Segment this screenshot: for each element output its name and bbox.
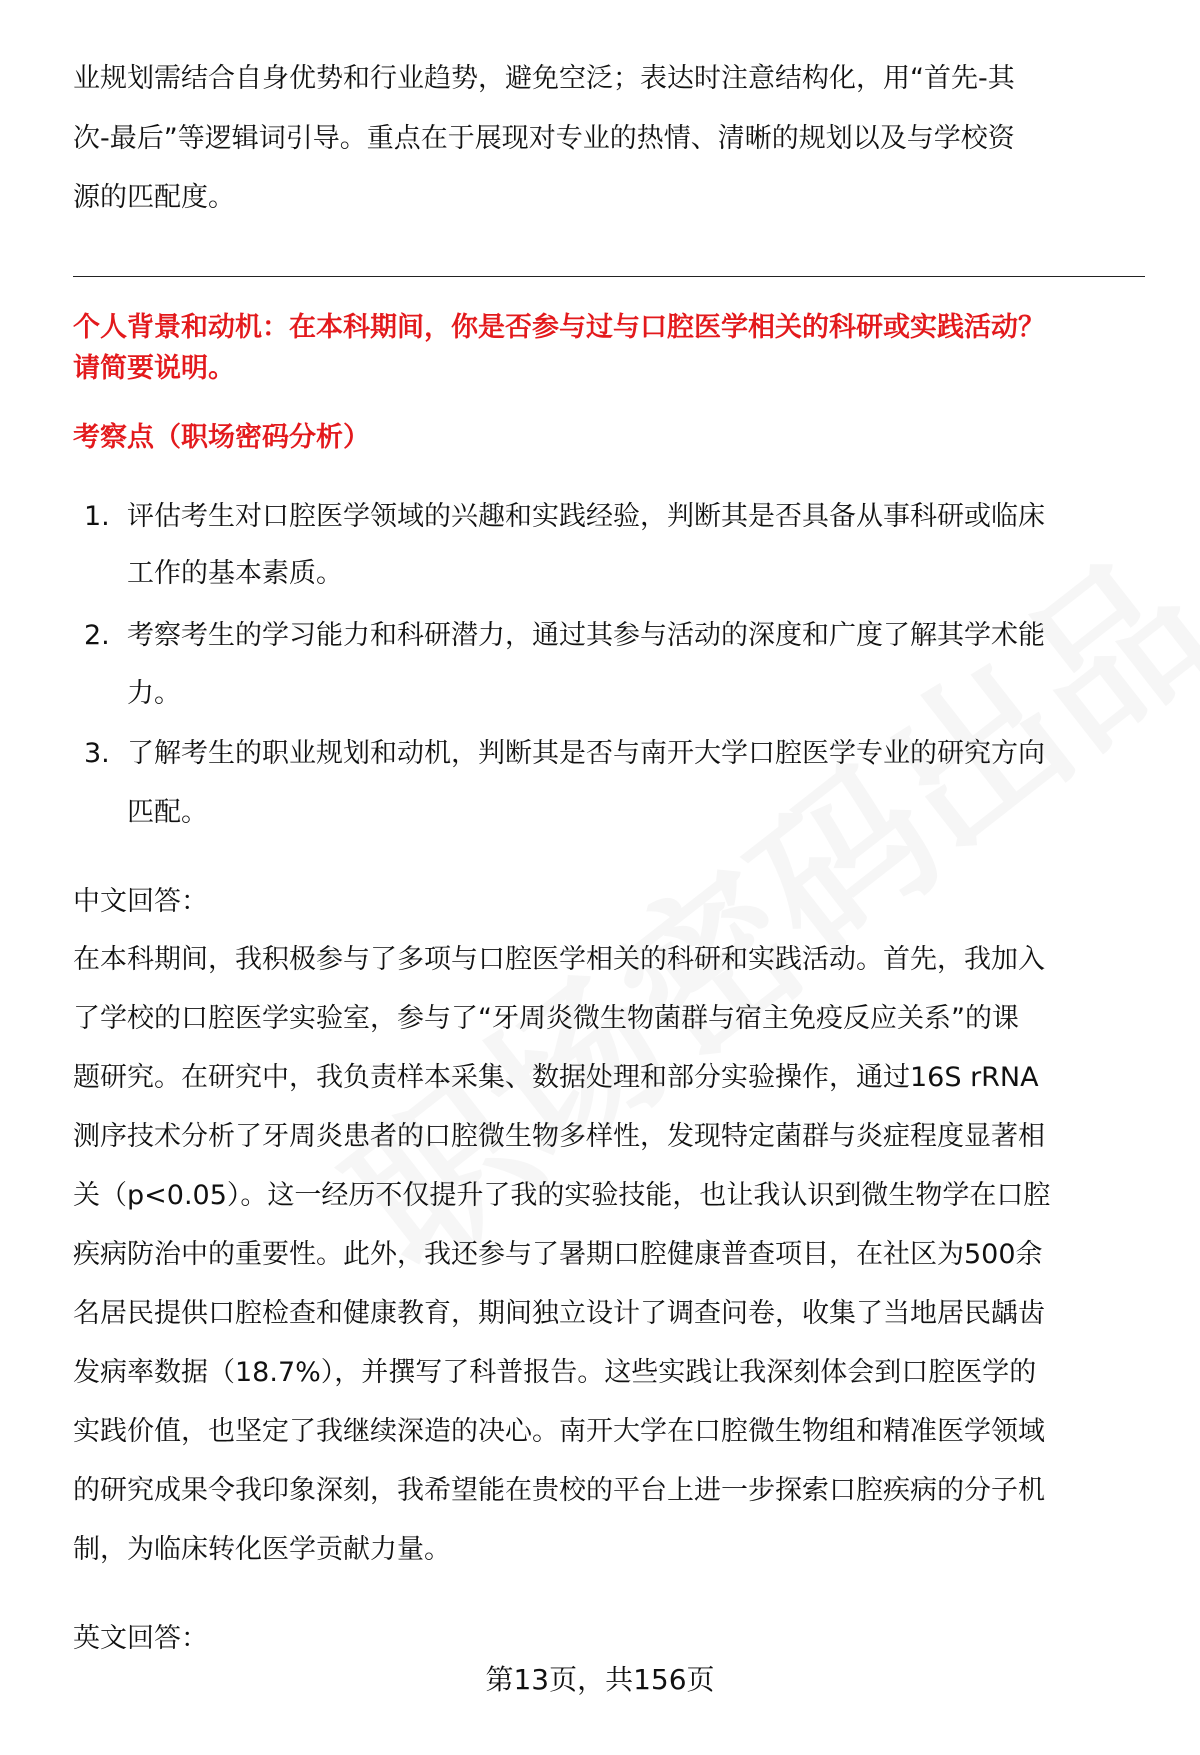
list-item-line: 评估考生对口腔医学领域的兴趣和实践经验，判断其是否具备从事科研或临床	[127, 501, 1045, 532]
answer-line: 疾病防治中的重要性。此外，我还参与了暑期口腔健康普查项目，在社区为500余	[73, 1239, 1043, 1270]
answer-line: 名居民提供口腔检查和健康教育，期间独立设计了调查问卷，收集了当地居民龋齿	[73, 1298, 1045, 1329]
answer-line: 了学校的口腔医学实验室，参与了“牙周炎微生物菌群与宿主免疫反应关系”的课	[73, 1003, 1019, 1034]
answer-line: 题研究。在研究中，我负责样本采集、数据处理和部分实验操作，通过16S rRNA	[73, 1062, 1039, 1093]
page-number-footer: 第13页，共156页	[485, 1663, 715, 1696]
list-item-line: 匹配。	[127, 797, 208, 828]
answer-line: 实践价值，也坚定了我继续深造的决心。南开大学在口腔微生物组和精准医学领域	[73, 1416, 1045, 1447]
list-number: 1.	[84, 501, 110, 532]
list-item-line: 考察考生的学习能力和科研潜力，通过其参与活动的深度和广度了解其学术能	[127, 620, 1045, 651]
answer-line: 测序技术分析了牙周炎患者的口腔微生物多样性，发现特定菌群与炎症程度显著相	[73, 1121, 1045, 1152]
list-number: 2.	[84, 620, 110, 651]
question-line: 请简要说明。	[73, 353, 235, 384]
list-item-line: 工作的基本素质。	[127, 558, 343, 589]
cn-answer-label: 中文回答：	[73, 886, 208, 917]
answer-line: 在本科期间，我积极参与了多项与口腔医学相关的科研和实践活动。首先，我加入	[73, 944, 1045, 975]
answer-line: 发病率数据（18.7%），并撰写了科普报告。这些实践让我深刻体会到口腔医学的	[73, 1357, 1037, 1388]
en-answer-label: 英文回答：	[73, 1623, 208, 1654]
divider	[73, 276, 1145, 277]
intro-line: 源的匹配度。	[73, 182, 235, 213]
answer-line: 制，为临床转化医学贡献力量。	[73, 1534, 451, 1565]
answer-line: 的研究成果令我印象深刻，我希望能在贵校的平台上进一步探索口腔疾病的分子机	[73, 1475, 1045, 1506]
points-heading: 考察点（职场密码分析）	[73, 422, 370, 453]
intro-line: 次-最后”等逻辑词引导。重点在于展现对专业的热情、清晰的规划以及与学校资	[73, 123, 1015, 154]
list-item-line: 力。	[127, 678, 181, 709]
intro-line: 业规划需结合自身优势和行业趋势，避免空泛；表达时注意结构化，用“首先-其	[73, 63, 1015, 94]
list-number: 3.	[84, 738, 110, 769]
question-line: 个人背景和动机：在本科期间，你是否参与过与口腔医学相关的科研或实践活动？	[73, 312, 1045, 343]
answer-line: 关（p<0.05）。这一经历不仅提升了我的实验技能，也让我认识到微生物学在口腔	[73, 1180, 1051, 1211]
list-item-line: 了解考生的职业规划和动机，判断其是否与南开大学口腔医学专业的研究方向	[127, 738, 1045, 769]
